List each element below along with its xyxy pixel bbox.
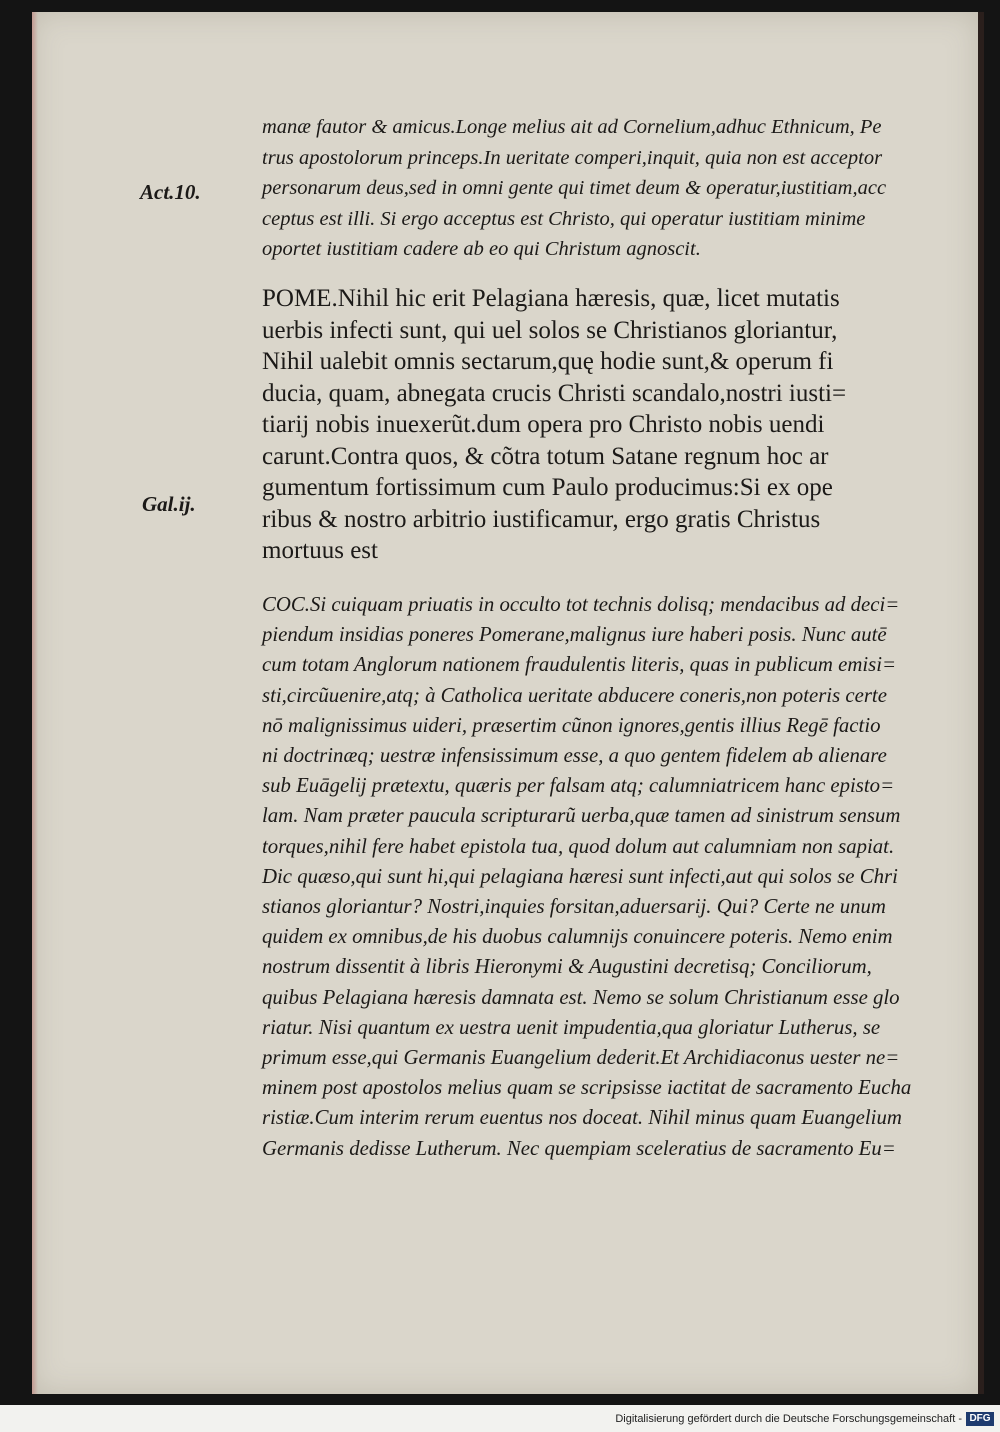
dfg-logo: DFG [966, 1412, 994, 1426]
text-line: oportet iustitiam cadere ab eo qui Christum agnoscit. [262, 238, 701, 260]
text-line: minem post apostolos melius quam se scripsisse iactitat de sacramento Eucha [262, 1076, 912, 1100]
text-line: torques,nihil fere habet epistola tua, quod dolum aut calumniam non sapiat. [262, 834, 895, 858]
text-line: ni doctrinæq; uestræ infensissimum esse, a quo gentem fidelem ab alienare [262, 744, 887, 768]
text-line: quidem ex omnibus,de his duobus calumnijs conuincere poteris. Nemo enim [262, 925, 893, 949]
text-line: POME.Nihil hic erit Pelagiana hæresis, quæ, licet mutatis [262, 285, 840, 312]
text-line: uerbis infecti sunt, qui uel solos se Christianos gloriantur, [262, 316, 838, 344]
funding-notice: Digitalisierung gefördert durch die Deutsche Forschungsgemeinschaft - [615, 1413, 962, 1425]
text-line: sub Euāgelij prætextu, quæris per falsam atq; calumniatricem hanc episto= [262, 774, 895, 798]
text-line: cum totam Anglorum nationem fraudulentis literis, quas in publicum emisi= [262, 653, 897, 677]
text-line: carunt.Contra quos, & cõtra totum Satane regnum hoc ar [262, 442, 829, 470]
text-line: lam. Nam præter paucula scripturarũ uerba,quæ tamen ad sinistrum sensum [262, 804, 901, 828]
text-line: quibus Pelagiana hæresis damnata est. Nemo se solum Christianum esse glo [262, 985, 900, 1009]
text-line: nostrum dissentit à libris Hieronymi & Augustini decretisq; Conciliorum, [262, 955, 872, 979]
text-line: riatur. Nisi quantum ex uestra uenit impudentia,qua gloriatur Lutherus, se [262, 1015, 881, 1039]
marginal-note-acts: Act.10. [140, 180, 201, 204]
text-block-pomeranus [262, 283, 922, 567]
text-block-cochlaeus [262, 590, 952, 1164]
text-line: Dic quæso,qui sunt hi,qui pelagiana hæresi sunt infecti,aut qui solos se Chri [262, 864, 898, 888]
marginal-note-galatians: Gal.ij. [142, 492, 196, 516]
text-line: tiarij nobis inuexerũt.dum opera pro Christo nobis uendi [262, 411, 825, 438]
text-line: trus apostolorum princeps.In ueritate comperi,inquit, quia non est acceptor [262, 146, 883, 169]
text-line: ribus & nostro arbitrio iustificamur, ergo gratis Christus [262, 505, 821, 533]
text-line: personarum deus,sed in omni gente qui timet deum & operatur,iustitiam,acc [262, 177, 887, 199]
page-edge-stain [32, 12, 38, 1394]
text-line: Nihil ualebit omnis sectarum,quę hodie sunt,& operum fi [262, 348, 834, 375]
text-line: COC.Si cuiquam priuatis in occulto tot technis dolisq; mendacibus ad deci= [262, 593, 900, 616]
text-line: manæ fautor & amicus.Longe melius ait ad Cornelium,adhuc Ethnicum, Pe [262, 116, 882, 138]
text-line: stianos gloriantur? Nostri,inquies forsitan,aduersarij. Qui? Certe ne unum [262, 895, 886, 919]
text-line: primum esse,qui Germanis Euangelium dederit.Et Archidiaconus uester ne= [262, 1046, 900, 1070]
text-line: Germanis dedisse Lutherum. Nec quempiam sceleratius de sacramento Eu= [262, 1136, 896, 1160]
text-line: piendum insidias poneres Pomerane,malignus iure haberi posis. Nunc autē [262, 623, 887, 647]
digitization-footer [0, 1405, 1000, 1432]
text-line: gumentum fortissimum cum Paulo producimus:Si ex ope [262, 474, 833, 501]
text-line: mortuus est [262, 537, 378, 564]
text-line: nō malignissimus uideri, præsertim cũnon ignores,gentis illius Regē factio [262, 713, 881, 737]
text-line: sti,circũuenire,atq; à Catholica ueritate abducere coneris,non poteris certe [262, 683, 887, 707]
text-line: ducia, quam, abnegata crucis Christi scandalo,nostri iusti= [262, 379, 847, 407]
text-line: ristiæ.Cum interim rerum euentus nos doceat. Nihil minus quam Euangelium [262, 1106, 902, 1130]
text-line: ceptus est illi. Si ergo acceptus est Christo, qui operatur iustitiam minime [262, 207, 866, 230]
text-block-1 [262, 112, 942, 265]
